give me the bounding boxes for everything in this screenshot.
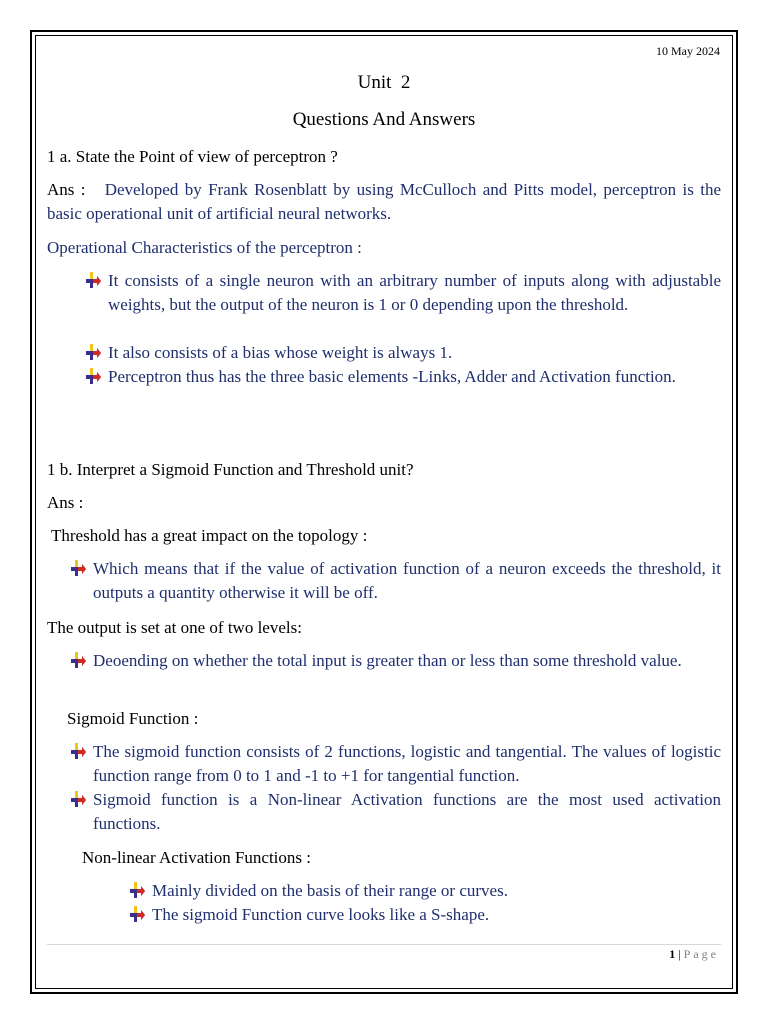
threshold-heading: Threshold has a great impact on the topology : <box>51 526 368 545</box>
operational-heading: Operational Characteristics of the perceptron : <box>47 238 362 257</box>
bullet-arrow-icon <box>128 905 146 923</box>
page-subtitle: Questions And Answers <box>292 109 476 130</box>
list-item: Sigmoid function is a Non-linear Activation functions are the most used activation functions. <box>93 790 721 833</box>
page-number: 1 <box>669 947 676 961</box>
sigmoid-heading: Sigmoid Function : <box>67 709 199 728</box>
header-date: 10 May 2024 <box>656 44 720 58</box>
bullet-arrow-icon <box>69 651 87 669</box>
footer-separator: | <box>678 947 681 961</box>
ans-label: Ans : <box>47 180 86 199</box>
page-label: Page <box>683 947 719 961</box>
bullet-arrow-icon <box>69 559 87 577</box>
bullet-arrow-icon <box>69 742 87 760</box>
list-item: Perceptron thus has the three basic elements -Links, Adder and Activation function. <box>108 367 676 386</box>
answer-1a-text: Developed by Frank Rosenblatt by using McCulloch and Pitts model, perceptron is the basic operational unit of artificial neural networks. <box>47 180 721 223</box>
list-item: It consists of a single neuron with an arbitrary number of inputs along with adjustable weights, but the output of the neuron is 1 or 0 depending upon the threshold. <box>108 271 721 314</box>
list-item: Deoending on whether the total input is greater than or less than some threshold value. <box>93 651 682 670</box>
question-1a: 1 a. State the Point of view of perceptron ? <box>47 147 338 166</box>
footer-rule <box>47 944 721 945</box>
bullet-arrow-icon <box>84 367 102 385</box>
list-item: Which means that if the value of activation function of a neuron exceeds the threshold, it outputs a quantity otherwise it will be off. <box>93 559 721 602</box>
bullet-arrow-icon <box>128 881 146 899</box>
page-footer <box>669 947 719 962</box>
ans-label: Ans : <box>47 493 84 512</box>
list-item: Mainly divided on the basis of their range or curves. <box>152 881 508 900</box>
output-heading: The output is set at one of two levels: <box>47 618 302 637</box>
list-item: The sigmoid Function curve looks like a S-shape. <box>152 905 490 924</box>
bullet-arrow-icon <box>84 343 102 361</box>
bullet-arrow-icon <box>69 790 87 808</box>
unit-title: Unit 2 <box>357 72 411 93</box>
bullet-arrow-icon <box>84 271 102 289</box>
answer-1a <box>47 178 721 226</box>
list-item: The sigmoid function consists of 2 functions, logistic and tangential. The values of logistic function range from 0 to 1 and -1 to +1 for tangential function. <box>93 742 721 785</box>
list-item: It also consists of a bias whose weight is always 1. <box>108 343 453 362</box>
question-1b: 1 b. Interpret a Sigmoid Function and Threshold unit? <box>47 460 414 479</box>
nonlinear-heading: Non-linear Activation Functions : <box>82 848 311 867</box>
